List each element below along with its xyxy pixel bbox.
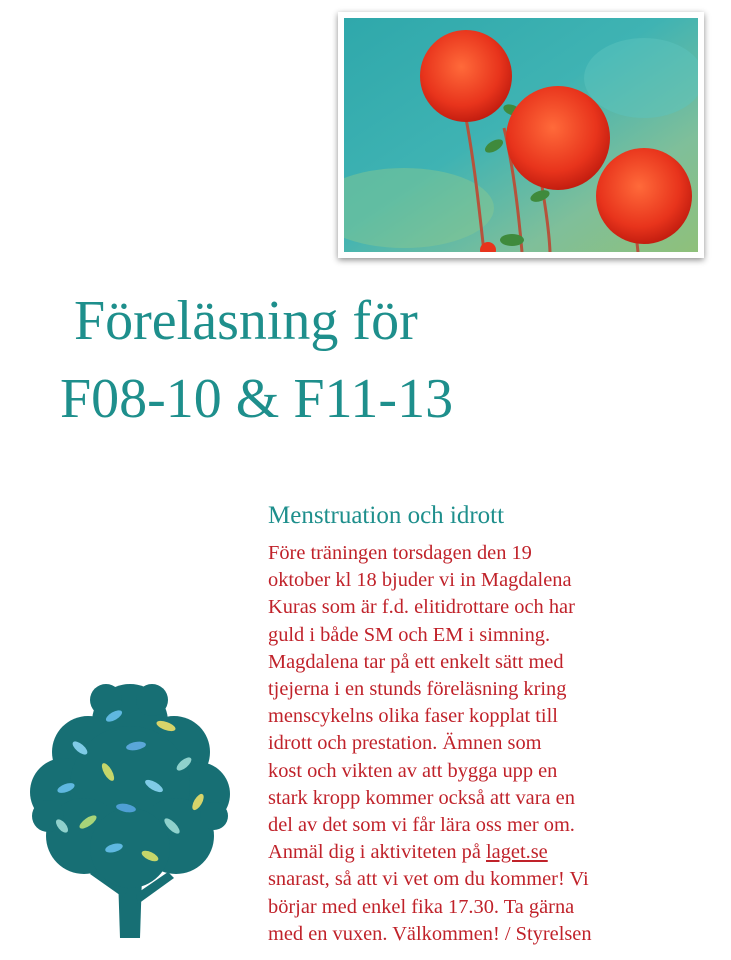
page-title <box>60 282 620 438</box>
body-line-prefix: Anmäl dig i aktiviteten på <box>268 841 487 864</box>
body-paragraph <box>268 540 698 948</box>
body-line: med en vuxen. Välkommen! / Styrelsen <box>268 922 592 945</box>
body-line: menscykelns olika faser kopplat till <box>268 705 558 728</box>
laget-link[interactable]: laget.se <box>486 841 548 864</box>
tree-illustration <box>26 676 234 938</box>
body-line: kost och vikten av att bygga upp en <box>268 759 558 782</box>
body-line: börjar med enkel fika 17.30. Ta gärna <box>268 895 575 918</box>
body-line: del av det som vi får lära oss mer om. <box>268 814 575 837</box>
flower-photo <box>338 12 704 258</box>
body-line: tjejerna i en stunds föreläsning kring <box>268 678 567 701</box>
body-line: oktober kl 18 bjuder vi in Magdalena <box>268 569 572 592</box>
body-line: snarast, så att vi vet om du kommer! Vi <box>268 868 589 891</box>
body-line: Före träningen torsdagen den 19 <box>268 542 532 564</box>
title-line-1: Föreläsning för <box>74 290 418 352</box>
body-line: Kuras som är f.d. elitidrottare och har <box>268 596 575 619</box>
body-line: stark kropp kommer också att vara en <box>268 786 575 809</box>
title-line-2: F08-10 & F11-13 <box>60 368 454 430</box>
section-heading: Menstruation och idrott <box>268 502 505 529</box>
body-line: Magdalena tar på ett enkelt sätt med <box>268 650 564 673</box>
body-line: guld i både SM och EM i simning. <box>268 623 551 646</box>
body-line-with-link <box>268 839 698 866</box>
body-line: idrott och prestation. Ämnen som <box>268 732 542 755</box>
dahlia-image <box>344 18 698 252</box>
